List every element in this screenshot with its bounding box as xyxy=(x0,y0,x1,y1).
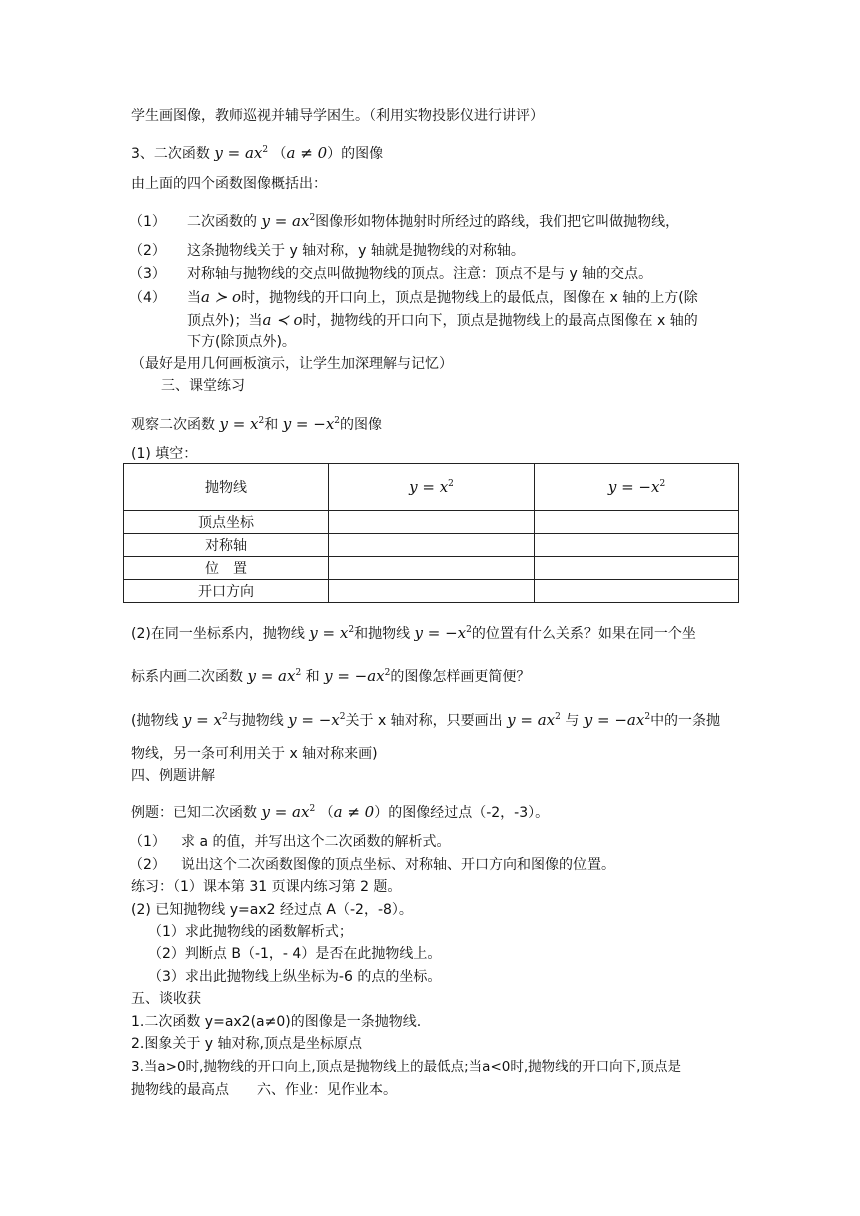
table-row xyxy=(124,534,739,557)
table-row-label: 顶点坐标 xyxy=(124,511,329,534)
text-line: (抛物线 $y = x^2$与抛物线 $y = -x^2$关于 x 轴对称，只要画出 $y = ax^2$ 与 $y = -ax^2$中的一条抛 xyxy=(131,711,721,729)
section-heading: 四、例题讲解 xyxy=(131,768,215,784)
formula: $y = x^2$ xyxy=(182,711,228,729)
section-heading xyxy=(131,140,383,164)
table-header-cell: $y = x^2$ xyxy=(329,464,535,511)
formula: a ≠ 0 xyxy=(333,803,375,821)
text-line: （2）判断点 B（-1，- 4）是否在此抛物线上。 xyxy=(148,946,442,962)
text-line: 抛物线的最高点 六、作业：见作业本。 xyxy=(131,1082,397,1098)
formula: a ≻ o xyxy=(201,288,242,306)
formula: $y = -x^2$ xyxy=(288,711,346,729)
text-line: (2)在同一坐标系内，抛物线 $y = x^2$和抛物线 $y = -x^2$的位置有什么关系？如果在同一个坐 xyxy=(131,624,696,642)
table-header-row xyxy=(124,464,739,511)
text-line: 观察二次函数 $y = x^2$和 $y = -x^2$的图像 xyxy=(131,415,383,433)
text-line: 2.图象关于 y 轴对称,顶点是坐标原点 xyxy=(131,1036,362,1052)
table-cell xyxy=(329,557,535,580)
table-cell xyxy=(329,511,535,534)
text-line: （最好是用几何画板演示，让学生加深理解与记忆） xyxy=(131,356,453,372)
text-line: 学生画图像，教师巡视并辅导学困生。（利用实物投影仪进行讲评） xyxy=(131,108,544,124)
text-line: (1) 填空： xyxy=(131,446,198,462)
table-header-cell: 抛物线 xyxy=(124,464,329,511)
list-item: （2） 说出这个二次函数图像的顶点坐标、对称轴、开口方向和图像的位置。 xyxy=(129,857,615,873)
table-cell xyxy=(535,534,739,557)
formula: $y = ax^2$ xyxy=(261,803,316,821)
formula: $y = -ax^2$ xyxy=(324,667,391,685)
text: ）的图像 xyxy=(327,146,384,162)
list-number: （1） xyxy=(129,214,166,230)
formula: $y = ax^2$ xyxy=(214,144,269,162)
formula: a ≠ 0 xyxy=(286,144,328,162)
list-item: （3） 对称轴与抛物线的交点叫做抛物线的顶点。注意：顶点不是与 y 轴的交点。 xyxy=(129,266,653,282)
table-cell xyxy=(329,534,535,557)
text-line: 3.当a>0时,抛物线的开口向上,顶点是抛物线上的最低点;当a<0时,抛物线的开口向下,顶点是 xyxy=(131,1059,681,1075)
text-line: （1）求此抛物线的函数解析式； xyxy=(148,924,353,940)
list-item-cont: 顶点外)；当a ≺ o时，抛物线的开口向下，顶点是抛物线上的最高点图像在 x 轴的 xyxy=(187,311,698,329)
table-cell xyxy=(535,580,739,603)
text-line: 物线，另一条可利用关于 x 轴对称来画) xyxy=(131,746,378,762)
list-number: （2） xyxy=(129,243,166,259)
table-cell xyxy=(535,557,739,580)
list-number: （3） xyxy=(129,266,166,282)
table-row xyxy=(124,511,739,534)
table-header-cell: $y = -x^2$ xyxy=(535,464,739,511)
formula: $y = ax^2$ xyxy=(247,667,302,685)
table-cell xyxy=(329,580,535,603)
table-row-label: 位 置 xyxy=(124,557,329,580)
formula: $y = x^2$ xyxy=(309,624,355,642)
table-row xyxy=(124,580,739,603)
list-item: （2） 这条抛物线关于 y 轴对称，y 轴就是抛物线的对称轴。 xyxy=(129,243,525,259)
formula: $y = ax^2$ xyxy=(507,711,561,729)
text-line: (2) 已知抛物线 y=ax2 经过点 A（-2，-8）。 xyxy=(131,902,413,918)
table-row xyxy=(124,557,739,580)
text: 3、二次函数 xyxy=(131,146,210,162)
fill-in-table xyxy=(123,463,739,603)
formula: a ≺ o xyxy=(262,311,303,329)
table-row-label: 开口方向 xyxy=(124,580,329,603)
list-item-cont: 下方(除顶点外)。 xyxy=(187,334,296,350)
list-item: （1） 二次函数的 $y = ax^2$图像形如物体抛射时所经过的路线，我们把它叫做抛物线， xyxy=(129,212,680,230)
list-number: （2） xyxy=(129,857,166,873)
formula: $y = ax^2$ xyxy=(261,212,316,230)
text: （ xyxy=(272,146,287,162)
table-cell xyxy=(535,511,739,534)
formula: $y = -x^2$ xyxy=(282,415,341,433)
text-line: 标系内画二次函数 $y = ax^2$ 和 $y = -ax^2$的图像怎样画更简便？ xyxy=(131,667,531,685)
text-line: （3）求出此抛物线上纵坐标为-6 的点的坐标。 xyxy=(148,969,442,985)
list-item: （1） 求 a 的值，并写出这个二次函数的解析式。 xyxy=(129,834,451,850)
formula: $y = -x^2$ xyxy=(414,624,472,642)
text-line: 由上面的四个函数图像概括出： xyxy=(131,176,327,192)
formula: $y = -ax^2$ xyxy=(583,711,651,729)
section-heading: 五、谈收获 xyxy=(131,991,201,1007)
table-row-label: 对称轴 xyxy=(124,534,329,557)
text-line: 练习：（1）课本第 31 页课内练习第 2 题。 xyxy=(131,879,402,895)
section-heading: 三、课堂练习 xyxy=(161,378,245,394)
list-number: （1） xyxy=(129,834,166,850)
list-number: （4） xyxy=(129,290,166,306)
formula: $y = x^2$ xyxy=(219,415,265,433)
text-line: 例题：已知二次函数 $y = ax^2$ （a ≠ 0）的图像经过点（-2，-3）。 xyxy=(131,803,550,821)
text-line: 1.二次函数 y=ax2(a≠0)的图像是一条抛物线. xyxy=(131,1014,422,1030)
list-item: （4） 当a ≻ o时，抛物线的开口向上，顶点是抛物线上的最低点，图像在 x 轴的上方(除 xyxy=(129,288,698,306)
